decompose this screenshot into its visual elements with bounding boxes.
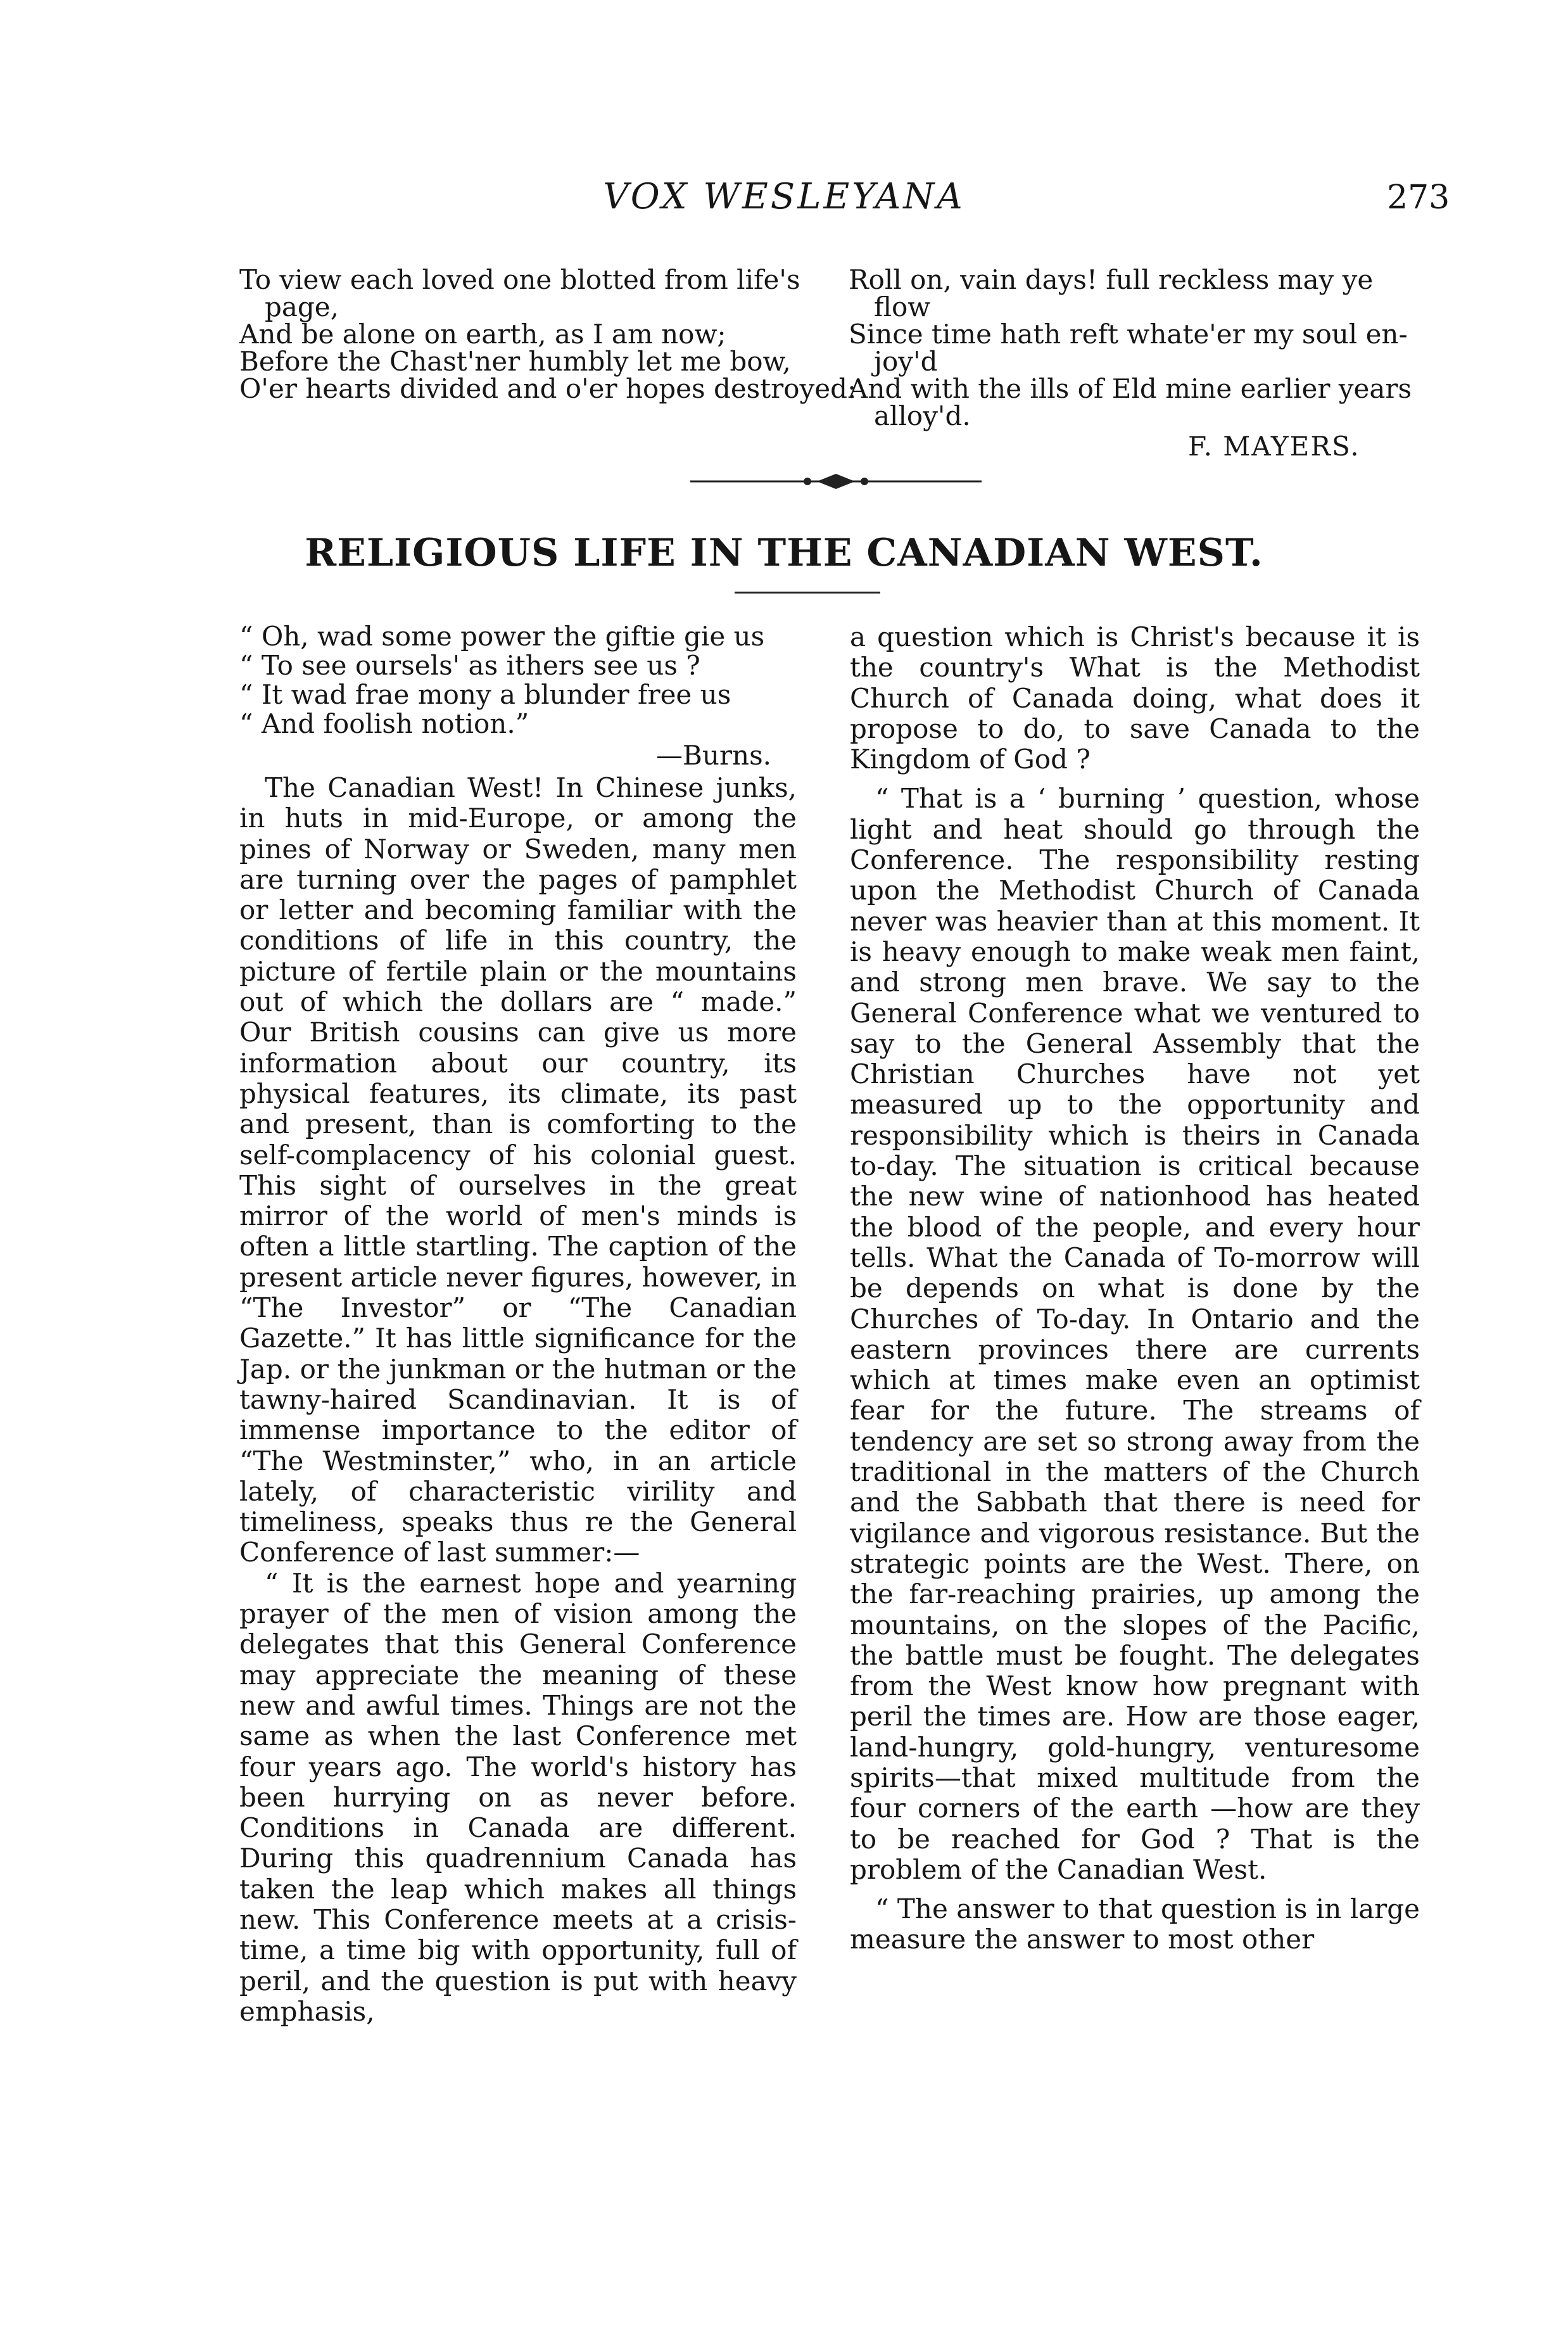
poem-line: And with the ills of Eld mine earlier years: [849, 373, 1412, 404]
poem-line: joy'd: [874, 346, 938, 377]
poem-left-stanza: [239, 264, 857, 404]
poem-line: Before the Chast'ner humbly let me bow,: [239, 346, 791, 377]
running-header: [0, 170, 1568, 227]
poem-line: alloy'd.: [874, 400, 971, 431]
epigraph-line: “ And foolish notion.”: [239, 708, 529, 739]
epigraph-line: “ Oh, wad some power the giftie gie us: [239, 621, 765, 652]
poem-line: To view each loved one blotted from life's: [239, 264, 800, 295]
article-column-left: [239, 622, 797, 2027]
epigraph-line: “ It wad frae mony a blunder free us: [239, 679, 731, 710]
epigraph-attribution: —Burns.: [656, 740, 771, 771]
article-column-right: [850, 622, 1420, 1955]
poem-author: F. MAYERS.: [1188, 431, 1360, 462]
poem-right-stanza: [849, 266, 1419, 429]
epigraph-line: “ To see oursels' as ithers see us ?: [239, 650, 700, 681]
body-paragraph: “ The answer to that question is in large measure the answer to most other: [850, 1893, 1420, 1955]
page-number: 273: [1387, 179, 1450, 217]
poem-line: page,: [265, 291, 339, 322]
article-title: RELIGIOUS LIFE IN THE CANADIAN WEST.: [305, 531, 1263, 575]
body-paragraph: a question which is Christ's because it is the country's What is the Methodist Church of Canada doing, what does it propose to do, to save Canada to the Kingdom of God ?: [850, 621, 1420, 775]
poem-line: Roll on, vain days! full reckless may ye: [849, 264, 1374, 295]
poem-line: Since time hath reft whate'er my soul en-: [849, 319, 1408, 350]
poem-line: And be alone on earth, as I am now;: [239, 319, 726, 350]
poem-line: O'er hearts divided and o'er hopes destroyed:: [239, 373, 857, 404]
journal-title: VOX WESLEYANA: [603, 176, 965, 217]
poem-line: flow: [874, 291, 931, 322]
body-paragraph: “ That is a ‘ burning ’ question, whose light and heat should go through the Conference. The responsibility resting upon the Methodist Church of Canada never was heavier than at this moment. It is heavy enough to make weak men faint, and strong men brave. We say to the General Conference what we ventured to say to the General Assembly that the Christian Churches have not yet measured up to the opportunity and responsibility which is theirs in Canada to-day. The situation is critical because the new wine of nationhood has heated the blood of the people, and every hour tells. What the Canada of To-morrow will be depends on what is done by the Churches of To-day. In Ontario and the eastern provinces there are currents which at times make even an optimist fear for the future. The streams of tendency are set so strong away from the traditional in the matters of the Church and the Sabbath that there is need for vigilance and vigorous resistance. But the strategic points are the West. There, on the far-reaching prairies, up among the mountains, on the slopes of the Pacific, the battle must be fought. The delegates from the West know how pregnant with peril the times are. How are those eager, land-hungry, gold-hungry, venturesome spirits—that mixed multitude from the four corners of the earth —how are they to be reached for God ? That is the problem of the Canadian West.: [850, 783, 1420, 1885]
section-divider-ornament: [690, 469, 982, 494]
title-rule: [735, 592, 880, 594]
body-paragraph: The Canadian West! In Chinese junks, in huts in mid-Europe, or among the pines of Norway or Sweden, many men are turning over the pages of pamphlet or letter and becoming familiar with the conditions of life in this country, the picture of fertile plain or the mountains out of which the dollars are “ made.” Our British cousins can give us more information about our country, its physical features, its climate, its past and present, than is comforting to the self-complacency of his colonial guest. This sight of ourselves in the great mirror of the world of men's minds is often a little startling. The caption of the present article never figures, however, in “The Investor” or “The Canadian Gazette.” It has little significance for the Jap. or the junkman or the hutman or the tawny-haired Scandinavian. It is of immense importance to the editor of “The Westminster,” who, in an article lately, of characteristic virility and timeliness, speaks thus re the General Conference of last summer:—: [239, 772, 797, 1568]
body-paragraph: “ It is the earnest hope and yearning prayer of the men of vision among the delegates that this General Conference may appreciate the meaning of these new and awful times. Things are not the same as when the last Conference met four years ago. The world's history has been hurrying on as never before. Conditions in Canada are different. During this quadrennium Canada has taken the leap which makes all things new. This Conference meets at a crisis-time, a time big with opportunity, full of peril, and the question is put with heavy emphasis,: [239, 1567, 797, 2027]
epigraph: [239, 622, 797, 770]
